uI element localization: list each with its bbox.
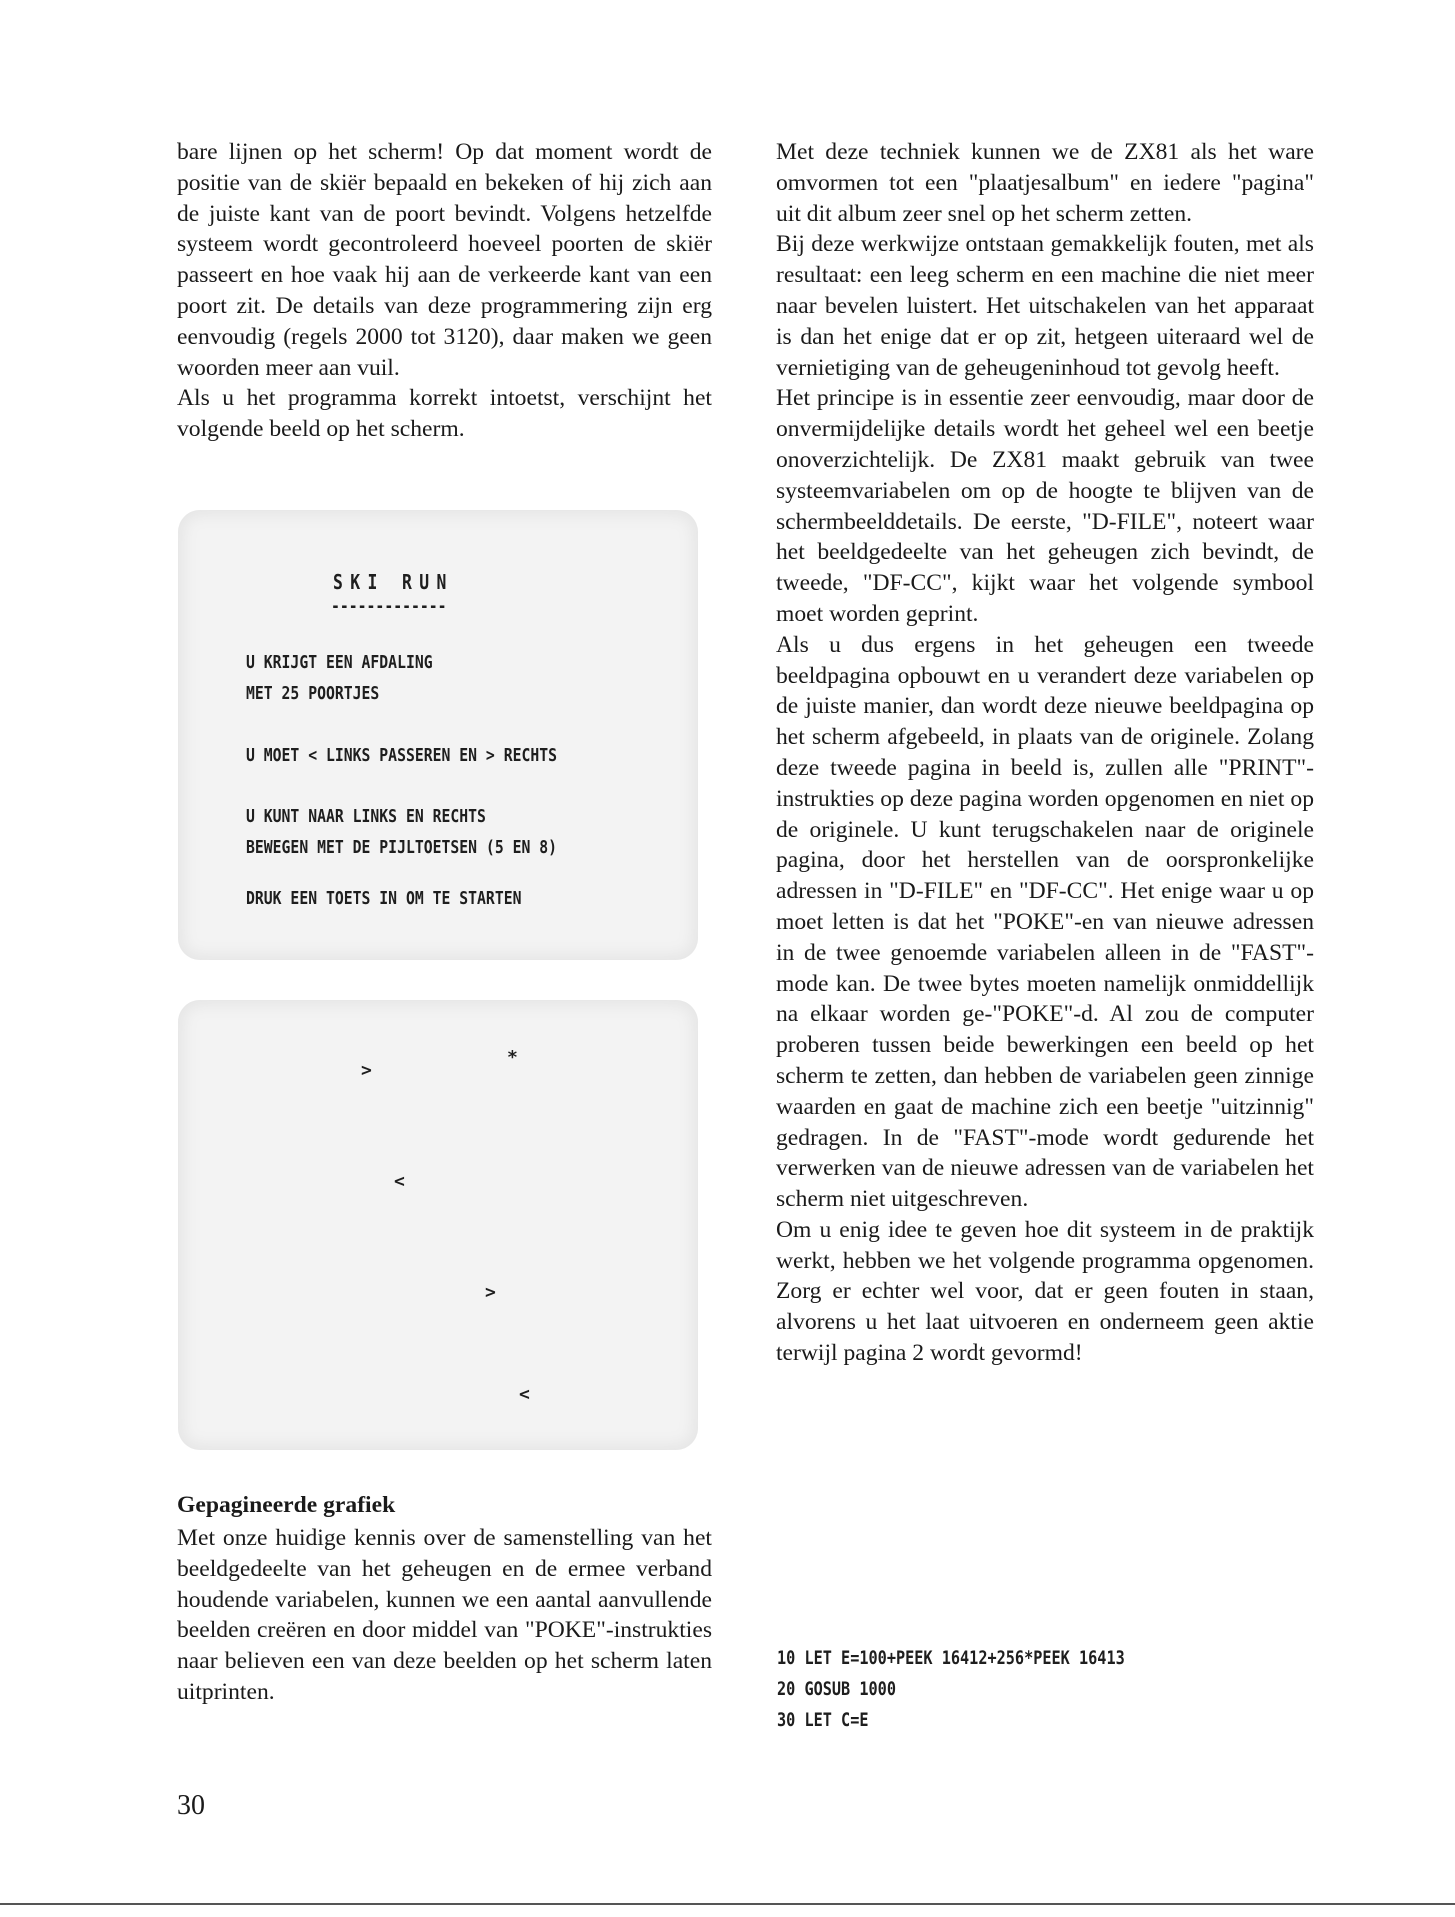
skier-symbol: * [507,1047,518,1068]
section-heading: Gepagineerde grafiek [177,1492,396,1518]
paragraph: Met deze techniek kunnen we de ZX81 als het ware omvormen tot een "plaatjesalbum" en iedere "pagina" uit dit album zeer snel op het scherm zetten. [776,139,1314,227]
code-line: 10 LET E=100+PEEK 16412+256*PEEK 16413 [777,1647,1125,1669]
paragraph: Als u dus ergens in het geheugen een tweede beeldpagina opbouwt en u verandert deze variabelen op de juiste manier, dan wordt deze nieuwe beeldpagina op het scherm afgebeeld, in plaats van de originele. Zolang deze tweede pagina in beeld is, zullen alle "PRINT"-instrukties op deze pagina worden opgenomen en niet op de originele. U kunt terugschakelen naar de originele pagina, door het herstellen van de oorspronkelijke adressen in "D-FILE" en "DF-CC". Het enige waar u op moet letten is dat het "POKE"-en van nieuwe adressen in de twee genoemde variabelen alleen in de "FAST"-mode kan. De twee bytes moeten namelijk onmiddellijk na elkaar worden ge-"POKE"-d. Al zou de computer proberen tussen beide bewerkingen een beeld op het scherm te zetten, dan hebben de variabelen geen zinnige waarden en gaat de machine zich een beetje "uitzinnig" gedragen. In de "FAST"-mode wordt gedurende het verwerken van de nieuwe adressen van de variabelen het scherm niet uitgeschreven. [776,631,1314,1213]
title-underline: ------------- [331,596,447,617]
screen-line: BEWEGEN MET DE PIJLTOETSEN (5 EN 8) [246,837,558,858]
right-column-text [776,137,1314,1369]
left-column-text [177,137,712,445]
paragraph: bare lijnen op het scherm! Op dat moment wordt de positie van de skiër bepaald en bekeken of hij zich aan de juiste kant van de poort bevindt. Volgens hetzelfde systeem wordt gecontroleerd hoeveel poorten de skiër passeert en hoe vaak hij aan de verkeerde kant van een poort zit. De details van deze programmering zijn erg eenvoudig (regels 2000 tot 3120), daar maken we geen woorden meer aan vuil. [177,139,712,381]
screen-line: U KRIJGT EEN AFDALING [246,652,433,673]
screen-title: SKI RUN [333,570,454,594]
section-text [177,1523,712,1708]
paragraph: Om u enig idee te geven hoe dit systeem in de praktijk werkt, hebben we het volgende programma opgenomen. Zorg er echter wel voor, dat er geen fouten in staan, alvorens u het laat uitvoeren en onderneem geen aktie terwijl pagina 2 wordt gevormd! [776,1216,1314,1367]
gate-left-symbol: < [519,1384,530,1405]
ski-run-intro-screen [178,510,698,960]
paragraph: Met onze huidige kennis over de samenstelling van het beeldgedeelte van het geheugen en de ermee verband houdende variabelen, kunnen we een aantal aanvullende beelden creëren en door middel van "POKE"-instrukties naar believen een van deze beelden op het scherm laten uitprinten. [177,1525,712,1705]
code-line: 30 LET C=E [777,1709,869,1731]
screen-line: U KUNT NAAR LINKS EN RECHTS [246,806,486,827]
paragraph: Als u het programma korrekt intoetst, verschijnt het volgende beeld op het scherm. [177,385,712,443]
bottom-rule [0,1903,1455,1905]
gate-right-symbol: > [361,1060,372,1081]
screen-line: DRUK EEN TOETS IN OM TE STARTEN [246,888,522,909]
ski-run-game-screen [178,1000,698,1450]
screen-line: U MOET < LINKS PASSEREN EN > RECHTS [246,745,558,766]
gate-right-symbol: > [485,1282,496,1303]
screen-line: MET 25 POORTJES [246,683,380,704]
paragraph: Het principe is in essentie zeer eenvoudig, maar door de onvermijdelijke details wordt het geheel wel een beetje onoverzichtelijk. De ZX81 maakt gebruik van twee systeemvariabelen om op de hoogte te blijven van de schermbeelddetails. De eerste, "D-FILE", noteert waar het beeldgedeelte van het geheugen zich bevindt, de tweede, "DF-CC", kijkt waar het volgende symbool moet worden geprint. [776,385,1314,627]
gate-left-symbol: < [394,1171,405,1192]
code-line: 20 GOSUB 1000 [777,1678,896,1700]
paragraph: Bij deze werkwijze ontstaan gemakkelijk fouten, met als resultaat: een leeg scherm en een machine die niet meer naar bevelen luistert. Het uitschakelen van het apparaat is dan het enige dat er op zit, hetgeen uiteraard wel de vernietiging van de geheugeninhoud tot gevolg heeft. [776,231,1314,381]
page-number: 30 [177,1790,205,1821]
